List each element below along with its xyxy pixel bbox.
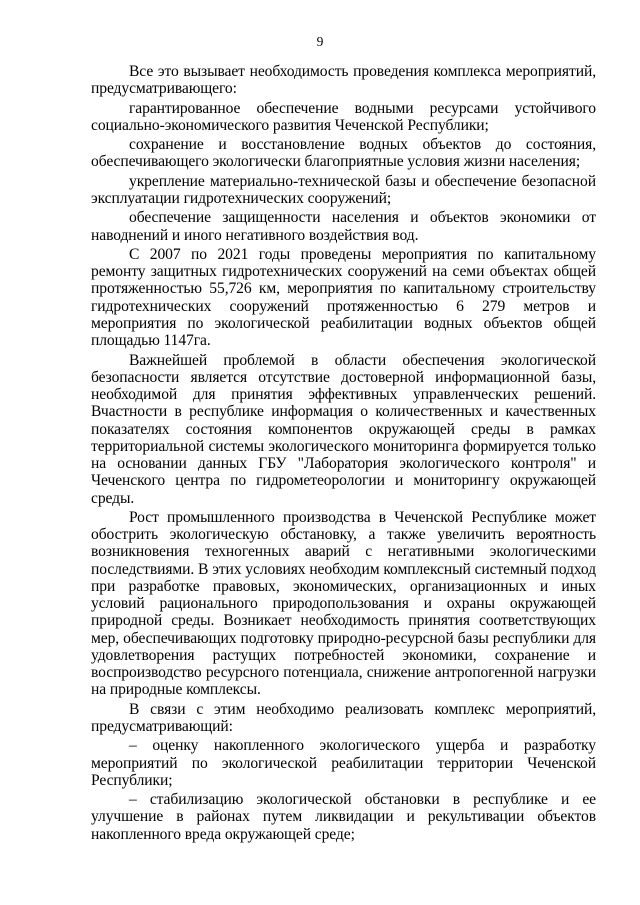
page-number: 9 xyxy=(316,34,324,49)
list-item: – оценку накопленного экологического ущерба и разработку мероприятий по экологической реабилитации территории Чеченской Республики; xyxy=(91,737,596,789)
list-item: – стабилизацию экологической обстановки в республике и ее улучшение в районах путем ликвидации и рекультивации объектов накопленного вреда окружающей среде; xyxy=(91,791,596,843)
paragraph: Все это вызывает необходимость проведения комплекса мероприятий, предусматривающего: xyxy=(91,63,596,98)
paragraph: гарантированное обеспечение водными ресурсами устойчивого социально-экономического развития Чеченской Республики; xyxy=(91,99,596,134)
paragraph: В связи с этим необходимо реализовать комплекс мероприятий, предусматривающий: xyxy=(91,700,596,735)
paragraph: С 2007 по 2021 годы проведены мероприятия по капитальному ремонту защитных гидротехнических сооружений на семи объектах общей протяженностью 55,726 км, мероприятия по капитальному строительству гидротехнических сооружений протяженностью 6 279 метров и мероприятия по экологической реабилитации водных объектов общей площадью 1147га. xyxy=(91,245,596,350)
paragraph: Рост промышленного производства в Чеченской Республике может обострить экологическую обстановку, а также увеличить вероятность возникновения техногенных аварий с негативными экологическими последствиями. В этих условиях необходим комплексный системный подход при разработке правовых, экономических, организационных и иных условий рационального природопользования и охраны окружающей природной среды. Возникает необходимость принятия соответствующих мер, обеспечивающих подготовку природно-ресурсной базы республики для удовлетворения растущих потребностей экономики, сохранение и воспроизводство ресурсного потенциала, снижение антропогенной нагрузки на природные комплексы. xyxy=(91,508,596,699)
paragraph: обеспечение защищенности населения и объектов экономики от наводнений и иного негативного воздействия вод. xyxy=(91,209,596,244)
paragraph: укрепление материально-технической базы и обеспечение безопасной эксплуатации гидротехнических сооружений; xyxy=(91,172,596,208)
paragraph: сохранение и восстановление водных объектов до состояния, обеспечивающего экологически благоприятные условия жизни населения; xyxy=(91,136,596,171)
paragraph: Важнейшей проблемой в области обеспечения экологической безопасности является отсутствие достоверной информационной базы, необходимой для принятия эффективных управленческих решений. Вчастности в республике информация о количественных и качественных показателях состояния компонентов окружающей среды в рамках территориальной системы экологического мониторинга формируется только на основании данных ГБУ "Лаборатория экологического контроля" и Чеченского центра по гидрометеорологии и мониторингу окружающей среды. xyxy=(91,351,596,507)
document-body xyxy=(91,63,596,845)
